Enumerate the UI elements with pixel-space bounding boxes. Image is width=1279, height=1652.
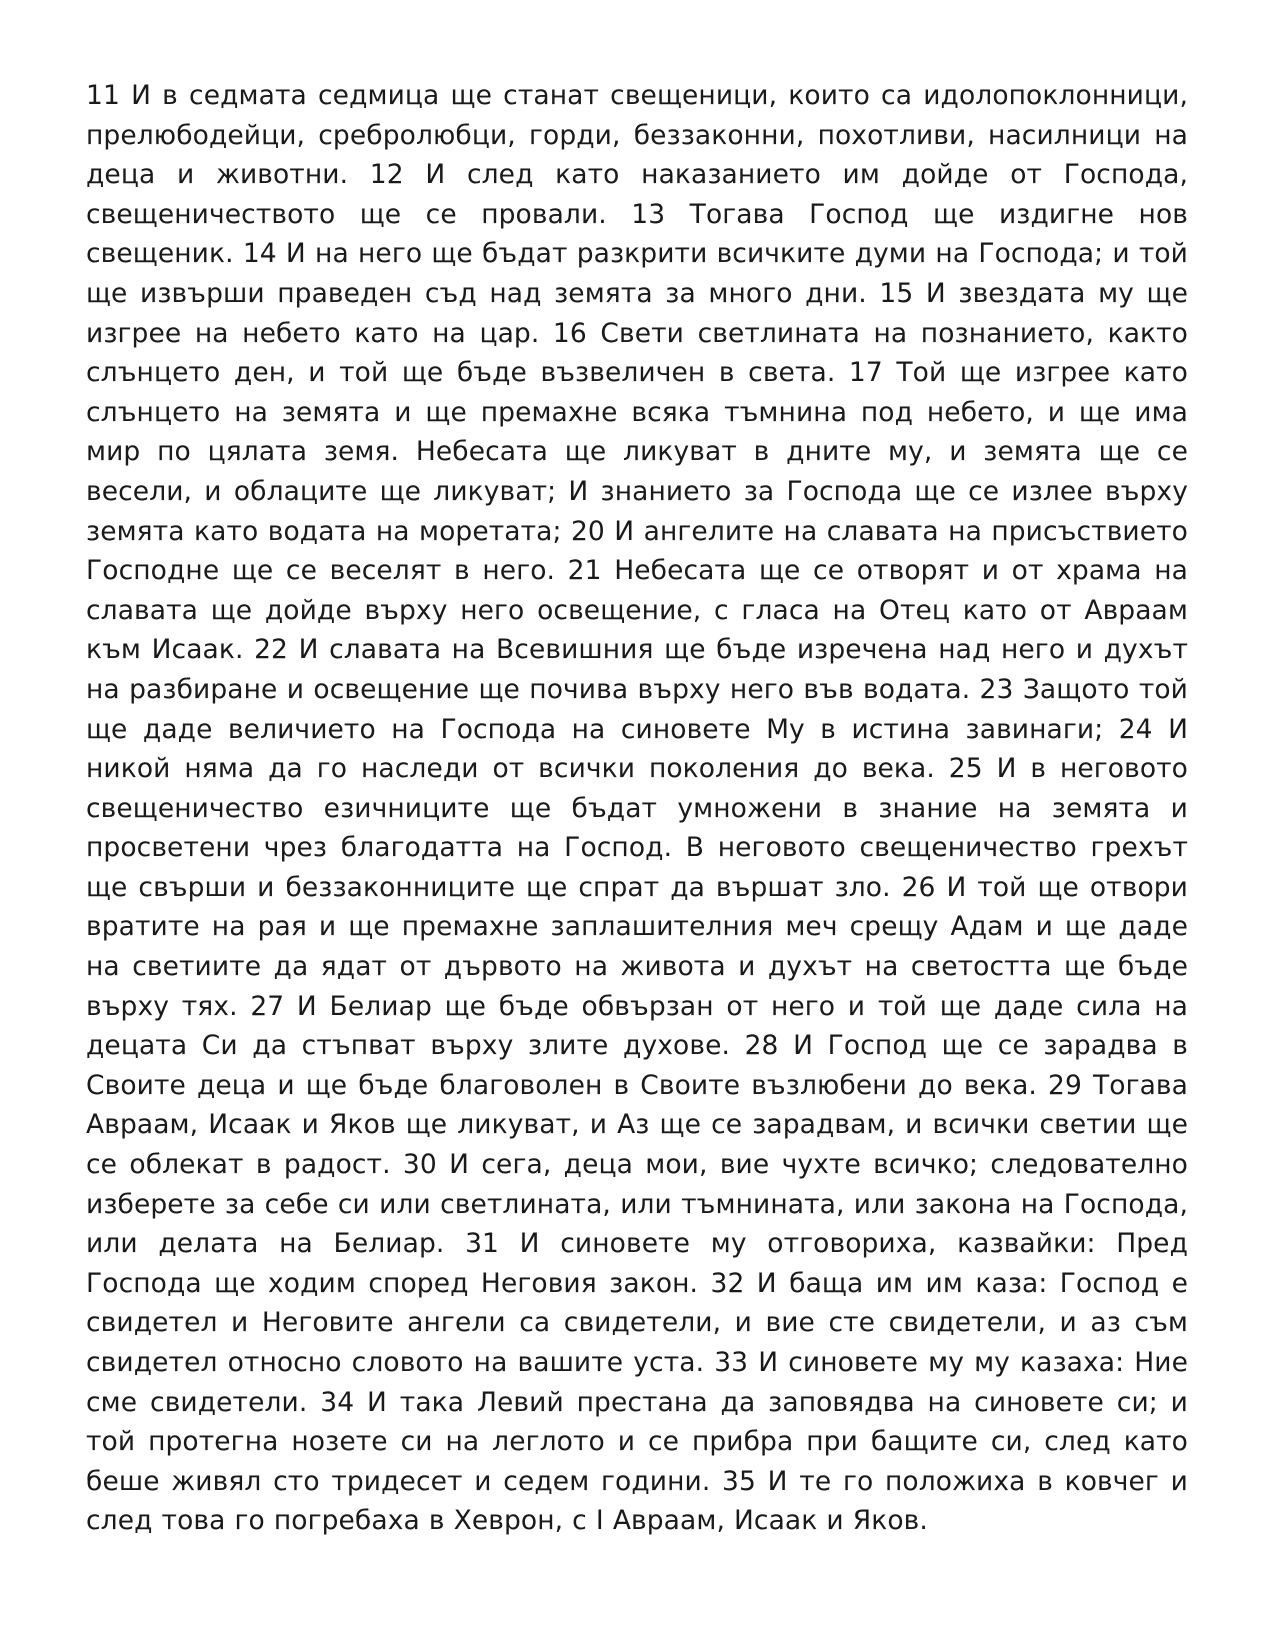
body-paragraph: 11 И в седмата седмица ще станат свещеници, които са идолопоклонници, прелюбодейци, сребролюбци, горди, беззаконни, похотливи, насилници на деца и животни. 12 И след като наказанието им дойде от Господа, свещеничеството ще се провали. 13 Тогава Господ ще издигне нов свещеник. 14 И на него ще бъдат разкрити всичките думи на Господа; и той ще извърши праведен съд над земята за много дни. 15 И звездата му ще изгрее на небето като на цар. 16 Свети светлината на познанието, както слънцето ден, и той ще бъде възвеличен в света. 17 Той ще изгрее като слънцето на земята и ще премахне всяка тъмнина под небето, и ще има мир по цялата земя. Небесата ще ликуват в дните му, и земята ще се весели, и облаците ще ликуват; И знанието за Господа ще се излее върху земята като водата на моретата; 20 И ангелите на славата на присъствието Господне ще се веселят в него. 21 Небесата ще се отворят и от храма на славата ще дойде върху него освещение, с гласа на Отец като от Авраам към Исаак. 22 И славата на Всевишния ще бъде изречена над него и духът на разбиране и освещение ще почива върху него във водата. 23 Защото той ще даде величието на Господа на синовете Му в истина завинаги; 24 И никой няма да го наследи от всички поколения до века. 25 И в неговото свещеничество езичниците ще бъдат умножени в знание на земята и просветени чрез благодатта на Господ. В неговото свещеничество грехът ще свърши и беззаконниците ще спрат да вършат зло. 26 И той ще отвори вратите на рая и ще премахне заплашителния меч срещу Адам и ще даде на светиите да ядат от дървото на живота и духът на светостта ще бъде върху тях. 27 И Белиар ще бъде обвързан от него и той ще даде сила на децата Си да стъпват върху злите духове. 28 И Господ ще се зарадва в Своите деца и ще бъде благоволен в Своите възлюбени до века. 29 Тогава Авраам, Исаак и Яков ще ликуват, и Аз ще се зарадвам, и всички светии ще се облекат в радост. 30 И сега, деца мои, вие чухте всичко; следователно изберете за себе си или светлината, или тъмнината, или закона на Господа, или делата на Белиар. 31 И синовете му отговориха, казвайки: Пред Господа ще ходим според Неговия закон. 32 И баща им им каза: Господ е свидетел и Неговите ангели са свидетели, и вие сте свидетели, и аз съм свидетел относно словото на вашите уста. 33 И синовете му му казаха: Ние сме свидетели. 34 И така Левий престана да заповядва на синовете си; и той протегна нозете си на леглото и се прибра при бащите си, след като беше живял сто тридесет и седем години. 35 И те го положиха в ковчег и след това го погребаха в Хеврон, с I Авраам, Исаак и Яков. (86, 80, 1188, 1537)
document-page (86, 76, 1188, 1576)
